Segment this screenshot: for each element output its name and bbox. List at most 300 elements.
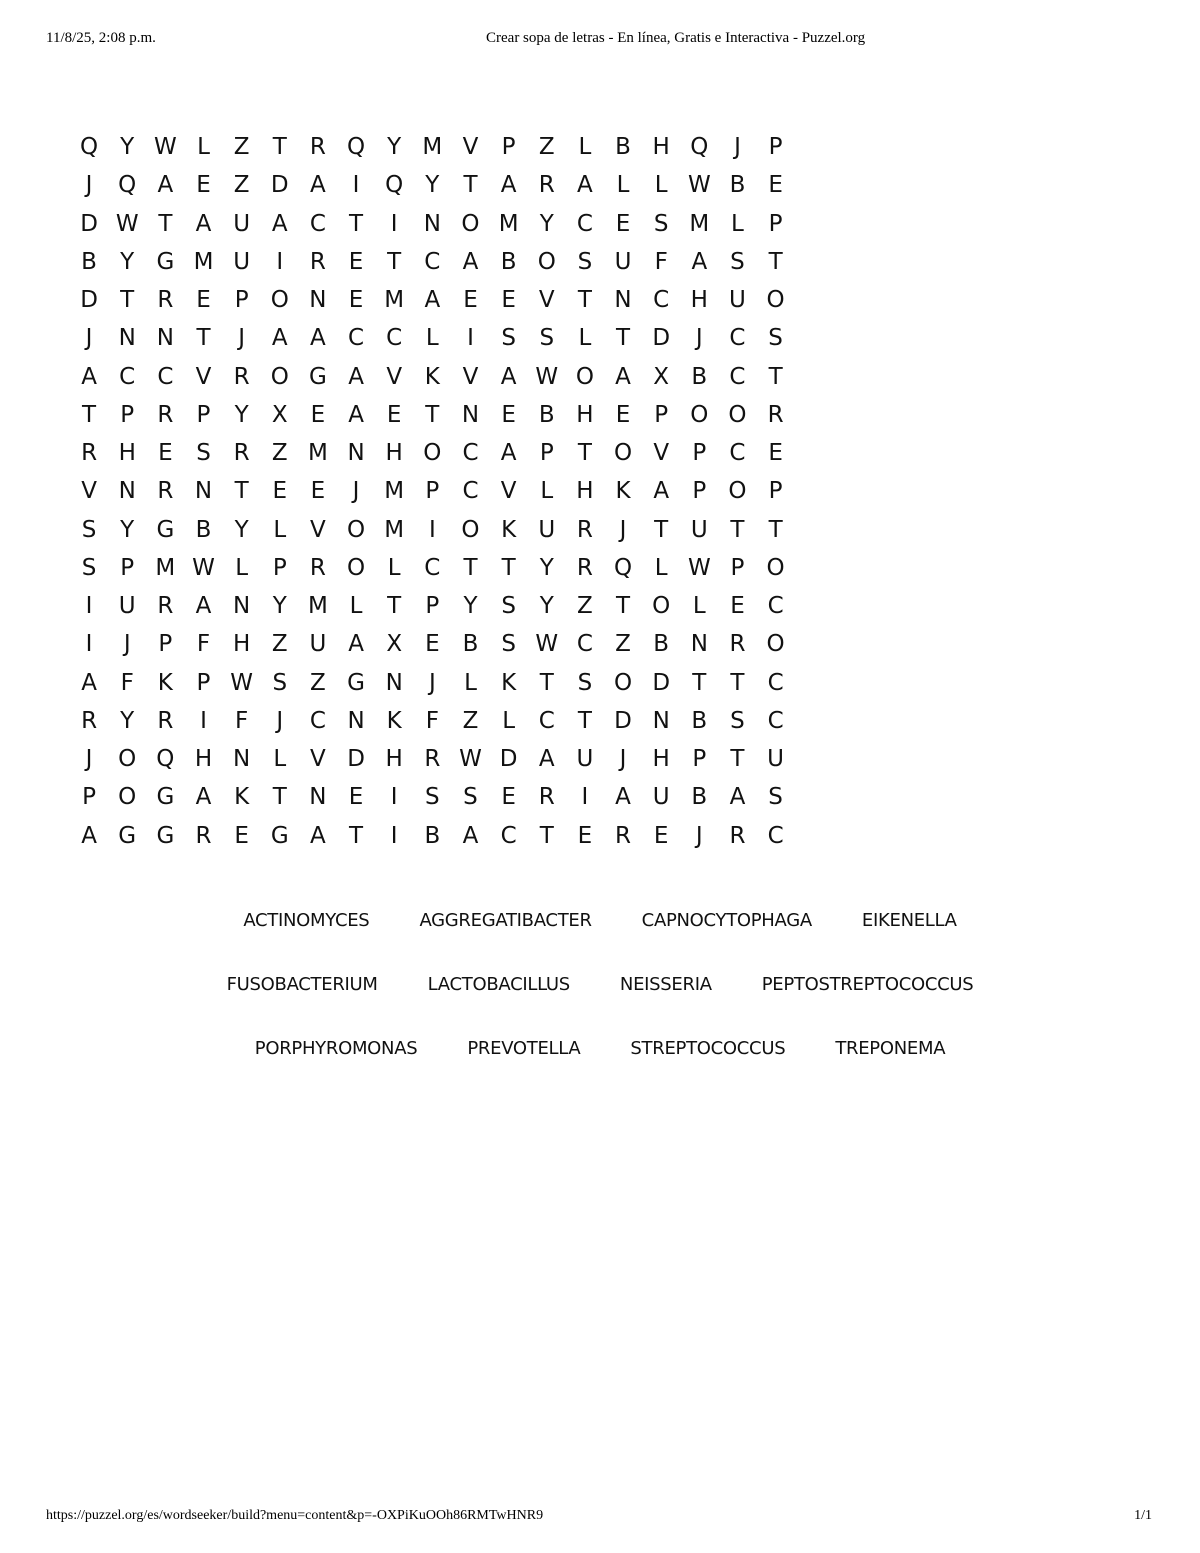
grid-cell[interactable]: J	[619, 746, 627, 773]
grid-cell[interactable]: T	[158, 210, 173, 237]
grid-cell[interactable]: R	[157, 593, 174, 620]
grid-cell[interactable]: N	[118, 478, 136, 505]
grid-cell[interactable]: S	[730, 707, 745, 734]
grid-cell[interactable]: D	[499, 746, 518, 773]
grid-cell[interactable]: H	[385, 746, 403, 773]
grid-cell[interactable]: P	[692, 478, 707, 505]
grid-cell[interactable]: A	[462, 248, 479, 275]
grid-cell[interactable]: N	[385, 669, 403, 696]
grid-cell[interactable]: A	[500, 363, 517, 390]
grid-cell[interactable]: G	[347, 669, 365, 696]
grid-cell[interactable]: J	[85, 172, 93, 199]
grid-cell[interactable]: H	[576, 401, 594, 428]
grid-cell[interactable]: A	[500, 172, 517, 199]
grid-cell[interactable]: I	[428, 516, 436, 543]
grid-cell[interactable]: P	[539, 440, 554, 467]
grid-cell[interactable]: S	[577, 248, 593, 275]
grid-cell[interactable]: Z	[310, 669, 326, 696]
grid-cell[interactable]: T	[692, 669, 707, 696]
grid-cell[interactable]: K	[501, 669, 517, 696]
grid-cell[interactable]: S	[730, 248, 745, 275]
grid-cell[interactable]: Q	[80, 134, 99, 161]
grid-cell[interactable]: E	[348, 784, 364, 811]
grid-cell[interactable]: T	[730, 669, 745, 696]
grid-cell[interactable]: Q	[118, 172, 137, 199]
grid-cell[interactable]: L	[197, 134, 210, 161]
grid-cell[interactable]: T	[82, 401, 97, 428]
grid-cell[interactable]: Y	[272, 593, 287, 620]
grid-cell[interactable]: M	[422, 134, 443, 161]
grid-cell[interactable]: A	[195, 210, 212, 237]
grid-cell[interactable]: M	[307, 593, 328, 620]
grid-cell[interactable]: T	[387, 593, 402, 620]
grid-cell[interactable]: T	[120, 287, 135, 314]
grid-cell[interactable]: P	[82, 784, 96, 811]
grid-cell[interactable]: H	[118, 440, 136, 467]
grid-cell[interactable]: T	[768, 516, 783, 543]
grid-cell[interactable]: L	[387, 554, 401, 581]
grid-cell[interactable]: N	[690, 631, 708, 658]
grid-cell[interactable]: J	[85, 746, 93, 773]
grid-cell[interactable]: T	[654, 516, 669, 543]
grid-cell[interactable]: T	[501, 554, 516, 581]
grid-cell[interactable]: Z	[615, 631, 631, 658]
grid-cell[interactable]: N	[461, 401, 480, 428]
grid-cell[interactable]: R	[309, 134, 326, 161]
grid-cell[interactable]: P	[120, 401, 135, 428]
grid-cell[interactable]: N	[347, 440, 365, 467]
grid-cell[interactable]: E	[768, 172, 783, 199]
grid-cell[interactable]: N	[423, 210, 441, 237]
grid-cell[interactable]: B	[729, 172, 746, 199]
grid-cell[interactable]: D	[652, 325, 671, 352]
grid-cell[interactable]: Y	[120, 707, 135, 734]
grid-cell[interactable]: R	[195, 822, 212, 849]
grid-cell[interactable]: U	[538, 516, 556, 543]
grid-cell[interactable]: O	[652, 593, 671, 620]
grid-cell[interactable]: I	[200, 707, 207, 734]
grid-cell[interactable]: E	[615, 401, 631, 428]
grid-cell[interactable]: N	[156, 325, 174, 352]
grid-cell[interactable]: J	[85, 325, 93, 352]
grid-cell[interactable]: R	[576, 516, 593, 543]
grid-cell[interactable]: N	[309, 287, 327, 314]
grid-cell[interactable]: S	[653, 210, 669, 237]
grid-cell[interactable]: C	[119, 363, 136, 390]
grid-cell[interactable]: R	[309, 248, 326, 275]
grid-cell[interactable]: B	[653, 631, 670, 658]
grid-cell[interactable]: C	[157, 363, 174, 390]
grid-cell[interactable]: T	[616, 325, 631, 352]
grid-cell[interactable]: G	[270, 822, 289, 849]
grid-cell[interactable]: A	[348, 631, 364, 658]
grid-cell[interactable]: U	[576, 746, 594, 773]
grid-cell[interactable]: L	[692, 593, 706, 620]
grid-cell[interactable]: A	[310, 325, 326, 352]
grid-cell[interactable]: O	[690, 401, 709, 428]
grid-cell[interactable]: Q	[690, 134, 709, 161]
grid-cell[interactable]: S	[539, 325, 555, 352]
grid-cell[interactable]: T	[272, 784, 287, 811]
grid-cell[interactable]: H	[194, 746, 213, 773]
grid-cell[interactable]: K	[424, 363, 440, 390]
grid-cell[interactable]: I	[390, 784, 398, 811]
grid-cell[interactable]: K	[386, 707, 402, 734]
grid-cell[interactable]: G	[156, 784, 175, 811]
grid-cell[interactable]: P	[272, 554, 287, 581]
grid-cell[interactable]: T	[425, 401, 440, 428]
grid-cell[interactable]: H	[232, 631, 251, 658]
grid-cell[interactable]: C	[576, 210, 593, 237]
grid-cell[interactable]: B	[538, 401, 555, 428]
grid-cell[interactable]: K	[157, 669, 173, 696]
grid-cell[interactable]: A	[538, 746, 555, 773]
grid-cell[interactable]: O	[766, 554, 785, 581]
grid-cell[interactable]: O	[537, 248, 556, 275]
grid-cell[interactable]: O	[270, 363, 289, 390]
grid-cell[interactable]: S	[463, 784, 478, 811]
grid-cell[interactable]: O	[575, 363, 594, 390]
grid-cell[interactable]: C	[386, 325, 403, 352]
grid-cell[interactable]: L	[235, 554, 249, 581]
grid-cell[interactable]: Q	[613, 554, 633, 581]
grid-cell[interactable]: L	[578, 134, 592, 161]
grid-cell[interactable]: O	[461, 210, 480, 237]
grid-cell[interactable]: Z	[233, 172, 250, 199]
grid-cell[interactable]: E	[425, 631, 440, 658]
grid-cell[interactable]: T	[730, 516, 745, 543]
grid-cell[interactable]: O	[766, 631, 785, 658]
grid-cell[interactable]: T	[577, 287, 592, 314]
grid-cell[interactable]: G	[309, 363, 327, 390]
grid-cell[interactable]: A	[157, 172, 174, 199]
grid-cell[interactable]: I	[276, 248, 284, 275]
grid-cell[interactable]: M	[307, 440, 328, 467]
grid-cell[interactable]: W	[535, 631, 559, 658]
grid-cell[interactable]: J	[428, 669, 436, 696]
grid-cell[interactable]: P	[768, 478, 783, 505]
grid-cell[interactable]: P	[692, 746, 707, 773]
grid-cell[interactable]: A	[81, 363, 97, 390]
grid-cell[interactable]: N	[347, 707, 365, 734]
grid-cell[interactable]: S	[81, 516, 97, 543]
grid-cell[interactable]: S	[501, 631, 516, 658]
grid-cell[interactable]: S	[768, 325, 783, 352]
grid-cell[interactable]: O	[118, 784, 137, 811]
grid-cell[interactable]: S	[501, 325, 516, 352]
grid-cell[interactable]: R	[157, 707, 174, 734]
grid-cell[interactable]: V	[538, 287, 555, 314]
grid-cell[interactable]: C	[576, 631, 593, 658]
grid-cell[interactable]: M	[384, 516, 405, 543]
grid-cell[interactable]: H	[652, 746, 670, 773]
grid-cell[interactable]: X	[653, 363, 670, 390]
grid-cell[interactable]: X	[386, 631, 403, 658]
grid-cell[interactable]: P	[158, 631, 173, 658]
grid-cell[interactable]: E	[463, 287, 478, 314]
grid-cell[interactable]: F	[425, 707, 439, 734]
grid-cell[interactable]: A	[271, 325, 288, 352]
grid-cell[interactable]: E	[501, 287, 516, 314]
grid-cell[interactable]: U	[233, 210, 251, 237]
grid-cell[interactable]: L	[349, 593, 363, 620]
grid-cell[interactable]: Q	[156, 746, 175, 773]
grid-cell[interactable]: D	[652, 669, 671, 696]
grid-cell[interactable]: C	[767, 669, 784, 696]
grid-cell[interactable]: U	[118, 593, 136, 620]
grid-cell[interactable]: D	[80, 210, 98, 237]
grid-cell[interactable]: R	[538, 172, 555, 199]
grid-cell[interactable]: N	[309, 784, 327, 811]
grid-cell[interactable]: T	[349, 822, 364, 849]
grid-cell[interactable]: D	[614, 707, 632, 734]
grid-cell[interactable]: P	[654, 401, 669, 428]
grid-cell[interactable]: Z	[271, 631, 288, 658]
grid-cell[interactable]: W	[230, 669, 253, 696]
grid-cell[interactable]: E	[196, 287, 211, 314]
grid-cell[interactable]: A	[195, 593, 212, 620]
grid-cell[interactable]: J	[123, 631, 131, 658]
grid-cell[interactable]: B	[500, 248, 517, 275]
grid-cell[interactable]: G	[156, 248, 175, 275]
grid-cell[interactable]: E	[577, 822, 593, 849]
grid-cell[interactable]: O	[613, 669, 633, 696]
grid-cell[interactable]: F	[196, 631, 211, 658]
grid-cell[interactable]: Y	[234, 516, 249, 543]
grid-cell[interactable]: I	[581, 784, 589, 811]
grid-cell[interactable]: R	[233, 440, 250, 467]
grid-cell[interactable]: I	[390, 210, 398, 237]
grid-cell[interactable]: S	[501, 593, 516, 620]
grid-cell[interactable]: L	[425, 325, 439, 352]
grid-cell[interactable]: E	[272, 478, 288, 505]
grid-cell[interactable]: E	[196, 172, 211, 199]
grid-cell[interactable]: L	[654, 554, 668, 581]
grid-cell[interactable]: Z	[462, 707, 479, 734]
grid-cell[interactable]: I	[352, 172, 360, 199]
grid-cell[interactable]: P	[768, 210, 783, 237]
grid-cell[interactable]: Y	[120, 134, 135, 161]
grid-cell[interactable]: T	[349, 210, 364, 237]
grid-cell[interactable]: R	[157, 401, 174, 428]
grid-cell[interactable]: A	[271, 210, 288, 237]
grid-cell[interactable]: I	[390, 822, 398, 849]
grid-cell[interactable]: O	[347, 516, 366, 543]
grid-cell[interactable]: O	[461, 516, 480, 543]
grid-cell[interactable]: L	[578, 325, 592, 352]
grid-cell[interactable]: V	[310, 516, 326, 543]
grid-cell[interactable]: H	[576, 478, 594, 505]
grid-cell[interactable]: T	[387, 248, 402, 275]
grid-cell[interactable]: V	[81, 478, 97, 505]
grid-cell[interactable]: W	[687, 172, 711, 199]
grid-cell[interactable]: E	[310, 478, 326, 505]
grid-cell[interactable]: N	[614, 287, 632, 314]
grid-cell[interactable]: P	[425, 593, 440, 620]
grid-cell[interactable]: R	[538, 784, 555, 811]
grid-cell[interactable]: K	[501, 516, 517, 543]
grid-cell[interactable]: M	[689, 210, 710, 237]
grid-cell[interactable]: L	[273, 746, 287, 773]
grid-cell[interactable]: U	[309, 631, 327, 658]
grid-cell[interactable]: P	[692, 440, 707, 467]
grid-cell[interactable]: E	[501, 401, 516, 428]
grid-cell[interactable]: D	[270, 172, 289, 199]
grid-cell[interactable]: Y	[234, 401, 249, 428]
grid-cell[interactable]: D	[80, 287, 98, 314]
grid-cell[interactable]: E	[158, 440, 173, 467]
grid-cell[interactable]: Y	[120, 516, 135, 543]
grid-cell[interactable]: A	[81, 822, 97, 849]
grid-cell[interactable]: V	[462, 134, 479, 161]
grid-cell[interactable]: U	[652, 784, 670, 811]
grid-cell[interactable]: W	[535, 363, 559, 390]
grid-cell[interactable]: A	[310, 172, 326, 199]
grid-cell[interactable]: C	[729, 325, 746, 352]
grid-cell[interactable]: F	[120, 669, 134, 696]
grid-cell[interactable]: R	[81, 707, 98, 734]
grid-cell[interactable]: H	[385, 440, 403, 467]
grid-cell[interactable]: C	[424, 248, 441, 275]
grid-cell[interactable]: J	[619, 516, 627, 543]
grid-cell[interactable]: O	[728, 478, 747, 505]
grid-cell[interactable]: F	[235, 707, 249, 734]
grid-cell[interactable]: G	[156, 822, 175, 849]
grid-cell[interactable]: Y	[387, 134, 402, 161]
grid-cell[interactable]: B	[81, 248, 97, 275]
grid-cell[interactable]: O	[270, 287, 289, 314]
grid-cell[interactable]: W	[459, 746, 482, 773]
grid-cell[interactable]: S	[577, 669, 593, 696]
grid-cell[interactable]: A	[424, 287, 441, 314]
grid-cell[interactable]: B	[691, 707, 708, 734]
grid-cell[interactable]: S	[425, 784, 440, 811]
grid-cell[interactable]: R	[729, 631, 746, 658]
grid-cell[interactable]: E	[348, 287, 364, 314]
grid-cell[interactable]: C	[538, 707, 555, 734]
grid-cell[interactable]: L	[731, 210, 744, 237]
grid-cell[interactable]: K	[615, 478, 631, 505]
grid-cell[interactable]: E	[310, 401, 326, 428]
grid-cell[interactable]: C	[729, 440, 746, 467]
grid-cell[interactable]: C	[767, 593, 784, 620]
grid-cell[interactable]: M	[384, 478, 405, 505]
grid-cell[interactable]: A	[500, 440, 517, 467]
grid-cell[interactable]: O	[347, 554, 366, 581]
grid-cell[interactable]: E	[386, 401, 402, 428]
grid-cell[interactable]: R	[767, 401, 784, 428]
grid-cell[interactable]: R	[729, 822, 746, 849]
grid-cell[interactable]: M	[498, 210, 519, 237]
grid-cell[interactable]: T	[539, 822, 554, 849]
grid-cell[interactable]: C	[729, 363, 746, 390]
grid-cell[interactable]: R	[615, 822, 632, 849]
grid-cell[interactable]: E	[501, 784, 516, 811]
grid-cell[interactable]: B	[195, 516, 212, 543]
grid-cell[interactable]: O	[118, 746, 137, 773]
grid-cell[interactable]: C	[767, 822, 784, 849]
grid-cell[interactable]: A	[691, 248, 708, 275]
grid-cell[interactable]: I	[85, 631, 93, 658]
grid-cell[interactable]: Y	[425, 172, 440, 199]
grid-cell[interactable]: O	[728, 401, 747, 428]
grid-cell[interactable]: G	[118, 822, 137, 849]
grid-cell[interactable]: C	[309, 210, 326, 237]
grid-cell[interactable]: A	[615, 363, 631, 390]
grid-cell[interactable]: Z	[538, 134, 555, 161]
grid-cell[interactable]: R	[309, 554, 326, 581]
grid-cell[interactable]: A	[577, 172, 593, 199]
grid-cell[interactable]: J	[238, 325, 246, 352]
grid-cell[interactable]: A	[348, 401, 364, 428]
grid-cell[interactable]: W	[153, 134, 177, 161]
grid-cell[interactable]: B	[691, 784, 708, 811]
grid-cell[interactable]: P	[768, 134, 783, 161]
grid-cell[interactable]: Z	[233, 134, 250, 161]
grid-cell[interactable]: T	[577, 440, 592, 467]
grid-cell[interactable]: C	[348, 325, 365, 352]
grid-cell[interactable]: E	[348, 248, 364, 275]
grid-cell[interactable]: T	[463, 172, 478, 199]
grid-cell[interactable]: O	[423, 440, 442, 467]
grid-cell[interactable]: Q	[347, 134, 366, 161]
grid-cell[interactable]: P	[730, 554, 745, 581]
grid-cell[interactable]: T	[539, 669, 554, 696]
grid-cell[interactable]: S	[81, 554, 97, 581]
grid-cell[interactable]: R	[157, 478, 174, 505]
grid-cell[interactable]: G	[156, 516, 175, 543]
grid-cell[interactable]: B	[691, 363, 708, 390]
grid-cell[interactable]: C	[653, 287, 670, 314]
grid-cell[interactable]: P	[120, 554, 135, 581]
grid-cell[interactable]: U	[233, 248, 251, 275]
grid-cell[interactable]: C	[462, 478, 479, 505]
grid-cell[interactable]: A	[348, 363, 364, 390]
grid-cell[interactable]: R	[81, 440, 98, 467]
grid-cell[interactable]: U	[690, 516, 708, 543]
grid-cell[interactable]: L	[654, 172, 668, 199]
grid-cell[interactable]: E	[730, 593, 745, 620]
grid-cell[interactable]: R	[233, 363, 250, 390]
grid-cell[interactable]: T	[196, 325, 211, 352]
grid-cell[interactable]: J	[695, 325, 703, 352]
grid-cell[interactable]: C	[424, 554, 441, 581]
grid-cell[interactable]: S	[272, 669, 288, 696]
grid-cell[interactable]: N	[233, 593, 251, 620]
grid-cell[interactable]: T	[768, 363, 783, 390]
grid-cell[interactable]: Z	[577, 593, 593, 620]
grid-cell[interactable]: R	[424, 746, 441, 773]
grid-cell[interactable]: V	[462, 363, 479, 390]
grid-cell[interactable]: U	[729, 287, 746, 314]
grid-cell[interactable]: V	[195, 363, 212, 390]
grid-cell[interactable]: T	[616, 593, 631, 620]
grid-cell[interactable]: E	[615, 210, 631, 237]
grid-cell[interactable]: T	[463, 554, 478, 581]
grid-cell[interactable]: M	[193, 248, 214, 275]
grid-cell[interactable]: N	[194, 478, 213, 505]
grid-cell[interactable]: L	[464, 669, 477, 696]
grid-cell[interactable]: S	[196, 440, 211, 467]
grid-cell[interactable]: B	[424, 822, 441, 849]
grid-cell[interactable]: H	[690, 287, 708, 314]
grid-cell[interactable]: P	[196, 669, 211, 696]
grid-cell[interactable]: Q	[385, 172, 404, 199]
grid-cell[interactable]: A	[615, 784, 631, 811]
grid-cell[interactable]: A	[653, 478, 670, 505]
grid-cell[interactable]: P	[234, 287, 249, 314]
grid-cell[interactable]: U	[614, 248, 632, 275]
